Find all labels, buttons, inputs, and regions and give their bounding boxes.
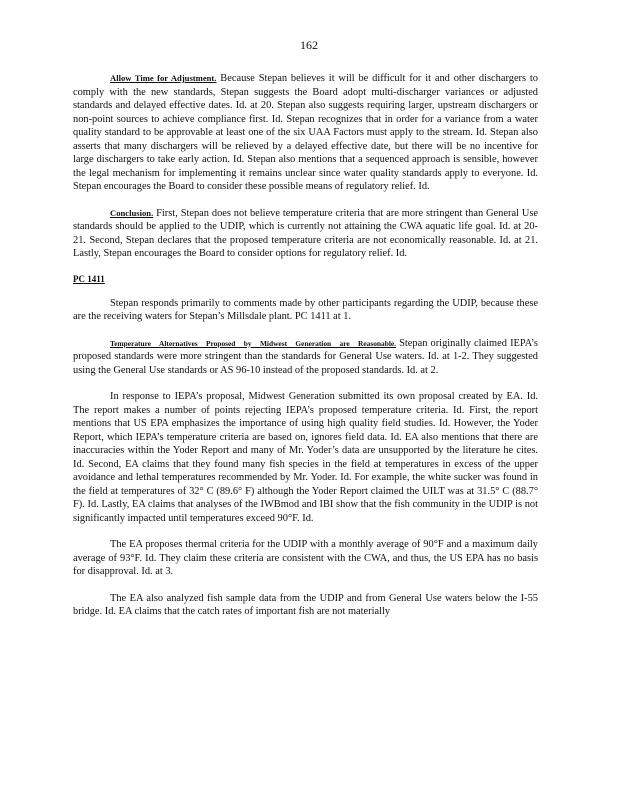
paragraph-ea-analyzed bbox=[73, 592, 538, 619]
paragraph-text: First, Stepan does not believe temperature criteria that are more stringent than General Use standards should be applied to the UDIP, which is currently not attaining the CWA aquatic life goal. Id. at 20-21. Second, Stepan declares that the proposed temperature criteria are not economically reasonable. Id. at 21. Lastly, Stepan encourages the Board to consider options for regulatory relief. Id. bbox=[73, 207, 538, 259]
paragraph-text: Stepan responds primarily to comments made by other participants regarding the UDIP, because these are the receiving waters for Stepan’s Millsdale plant. PC 1411 at 1. bbox=[73, 297, 538, 322]
paragraph-text: The EA also analyzed fish sample data from the UDIP and from General Use waters below the I-55 bridge. Id. EA claims that the catch rates of important fish are not materially bbox=[73, 592, 538, 617]
page-number: 162 bbox=[300, 38, 318, 52]
section-heading-allow-time: Allow Time for Adjustment. bbox=[110, 73, 217, 83]
paragraph-conclusion bbox=[73, 207, 538, 261]
section-heading-temperature-alternatives: Temperature Alternatives Proposed by Midwest Generation are Reasonable. bbox=[110, 338, 396, 348]
paragraph-ea-proposes bbox=[73, 538, 538, 579]
paragraph-text: The EA proposes thermal criteria for the UDIP with a monthly average of 90°F and a maximum daily average of 93°F. Id. They claim these criteria are consistent with the CWA, and thus, the US EPA has no basis for disapproval. Id. at 3. bbox=[73, 539, 538, 577]
paragraph-text: In response to IEPA’s proposal, Midwest Generation submitted its own proposal created by EA. Id. The report makes a number of points rejecting IEPA’s proposed temperature criteria. Id. First, the report mentions that US EPA emphasizes the importance of using high quality field studies. Id. However, the Yoder Report, which IEPA’s temperature criteria are based on, ignores field data. Id. EA also mentions that there are inaccuracies within the Yoder Report and many of Mr. Yoder’s data are unsupported by the literature he cites. Id. Second, EA claims that they found many fish species in the field at temperatures in excess of the upper avoidance and lethal temperatures recommended by Mr. Yoder. Id. For example, the white sucker was found in the field at temperatures of 32° C (89.6° F) although the Yoder Report claimed the UILT was at 31.5° C (88.7° F). Id. Lastly, EA claims that analyses of the IWBmod and IBI show that the fish community in the UDIP is not significantly impacted until temperatures exceed 90°F. Id. bbox=[73, 391, 538, 524]
paragraph-text: Stepan originally claimed IEPA’s proposed standards were more stringent than the standards for General Use waters. Id. at 1-2. They suggested using the General Use standards or AS 96-10 instead of the proposed standards. Id. at 2. bbox=[73, 337, 538, 376]
pc-heading: PC 1411 bbox=[73, 273, 105, 284]
paragraph-text: Because Stepan believes it will be difficult for it and other dischargers to comply with the new standards, Stepan suggests the Board adopt multi-discharger variances or adjusted standards and delayed effective dates. Id. at 20. Stepan also suggests requiring larger, upstream dischargers or non-point sources to achieve compliance first. Id. Stepan recognizes that in order for a variance from a water quality standard to be approvable at least one of the six UAA Factors must apply to the stream. Id. Stepan also asserts that many dischargers will be relieved by a delayed effective date, but there will be no incentive for large dischargers to take early action. Id. Stepan also mentions that a sequenced approach is sensible, however the legal mechanism for implementing it remains unclear since water quality standards apply to everyone. Id. Stepan encourages the Board to consider these possible means of regulatory relief. Id. bbox=[73, 73, 538, 192]
paragraph-stepan-responds bbox=[73, 297, 538, 324]
paragraph-allow-time bbox=[73, 72, 538, 194]
document-body bbox=[73, 72, 538, 619]
section-heading-conclusion: Conclusion. bbox=[110, 207, 154, 218]
paragraph-temperature-alternatives bbox=[73, 337, 538, 378]
paragraph-midwest-generation bbox=[73, 390, 538, 525]
